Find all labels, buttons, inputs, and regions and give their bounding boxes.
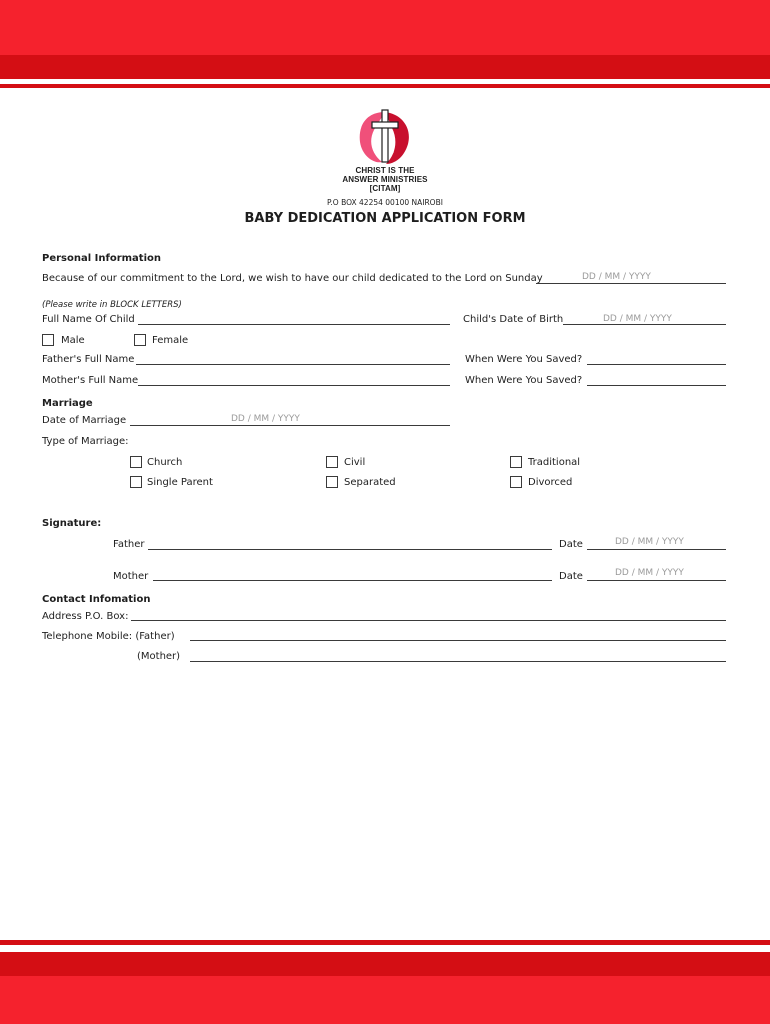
logo-line-3: [CITAM] (369, 184, 401, 193)
mother-signature-field[interactable] (153, 580, 552, 581)
female-checkbox[interactable] (134, 334, 146, 346)
father-name-label: Father's Full Name (42, 354, 135, 365)
marriage-type-label: Type of Marriage: (42, 436, 129, 447)
church-label: Church (147, 457, 183, 468)
logo-text (300, 166, 470, 193)
mother-signature-label: Mother (113, 571, 149, 582)
signature-heading: Signature: (42, 518, 102, 529)
phone-father-field[interactable] (190, 640, 726, 641)
phone-father-label: Telephone Mobile: (Father) (42, 631, 175, 642)
header-band-dark (0, 55, 770, 79)
phone-mother-label: (Mother) (137, 651, 181, 662)
father-date-placeholder: DD / MM / YYYY (615, 537, 684, 547)
father-name-field[interactable] (136, 364, 450, 365)
personal-info-heading: Personal Information (42, 253, 161, 264)
civil-label: Civil (344, 457, 366, 468)
male-label: Male (61, 335, 85, 346)
father-signature-label: Father (113, 539, 145, 550)
traditional-checkbox[interactable] (510, 456, 522, 468)
mother-saved-field[interactable] (587, 385, 726, 386)
child-name-field[interactable] (138, 324, 450, 325)
female-label: Female (152, 335, 189, 346)
church-logo-icon (352, 108, 418, 168)
mother-name-field[interactable] (138, 385, 450, 386)
block-letters-note: (Please write in BLOCK LETTERS) (42, 300, 182, 310)
father-signature-field[interactable] (148, 549, 552, 550)
divorced-checkbox[interactable] (510, 476, 522, 488)
mother-date-field[interactable] (587, 580, 726, 581)
marriage-date-placeholder: DD / MM / YYYY (231, 414, 300, 424)
single-parent-checkbox[interactable] (130, 476, 142, 488)
logo-line-2: ANSWER MINISTRIES (342, 175, 428, 184)
mother-date-placeholder: DD / MM / YYYY (615, 568, 684, 578)
church-checkbox[interactable] (130, 456, 142, 468)
po-box-address: P.O BOX 42254 00100 NAIROBI (327, 198, 443, 207)
separated-label: Separated (344, 477, 396, 488)
address-field[interactable] (131, 620, 726, 621)
dob-field[interactable] (563, 324, 726, 325)
commitment-text: Because of our commitment to the Lord, we wish to have our child dedicated to the Lord on Sunday (42, 273, 543, 284)
father-date-field[interactable] (587, 549, 726, 550)
traditional-label: Traditional (528, 457, 581, 468)
phone-mother-field[interactable] (190, 661, 726, 662)
header-band (0, 0, 770, 55)
father-date-label: Date (559, 539, 583, 550)
marriage-date-field[interactable] (130, 425, 450, 426)
mother-date-label: Date (559, 571, 583, 582)
dob-label: Child's Date of Birth (463, 314, 564, 325)
male-checkbox[interactable] (42, 334, 54, 346)
footer-band (0, 976, 770, 1024)
father-saved-label: When Were You Saved? (465, 354, 583, 365)
form-title: BABY DEDICATION APPLICATION FORM (244, 211, 526, 226)
single-parent-label: Single Parent (147, 477, 213, 488)
mother-name-label: Mother's Full Name (42, 375, 139, 386)
separated-checkbox[interactable] (326, 476, 338, 488)
dob-placeholder: DD / MM / YYYY (603, 314, 672, 324)
logo-line-1: CHRIST IS THE (355, 166, 415, 175)
footer-band-dark (0, 952, 770, 976)
marriage-heading: Marriage (42, 398, 93, 409)
footer-rule (0, 940, 770, 945)
divorced-label: Divorced (528, 477, 573, 488)
marriage-date-label: Date of Marriage (42, 415, 127, 426)
civil-checkbox[interactable] (326, 456, 338, 468)
dedication-date-field[interactable] (536, 283, 726, 284)
dedication-date-placeholder: DD / MM / YYYY (582, 272, 651, 282)
header-rule (0, 84, 770, 88)
child-name-label: Full Name Of Child (42, 314, 135, 325)
address-label: Address P.O. Box: (42, 611, 129, 622)
mother-saved-label: When Were You Saved? (465, 375, 583, 386)
father-saved-field[interactable] (587, 364, 726, 365)
contact-heading: Contact Infomation (42, 594, 151, 605)
